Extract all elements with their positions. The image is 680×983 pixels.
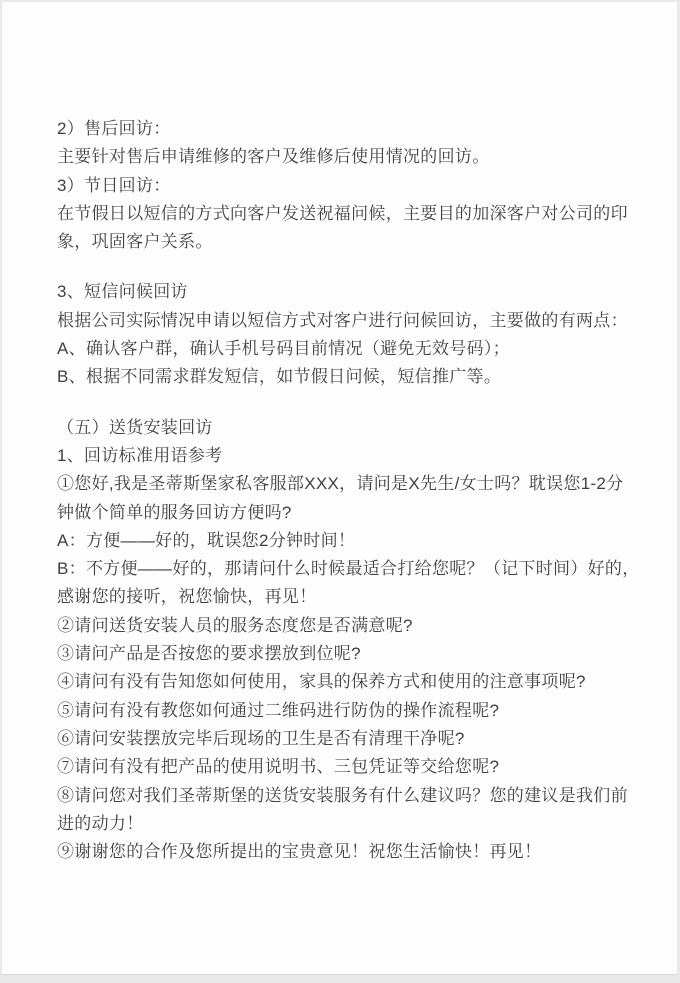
text-line: ①您好,我是圣蒂斯堡家私客服部XXX，请问是X先生/女士吗？耽误您1-2分 [57,474,624,494]
text-line: 2）售后回访： [57,119,171,138]
text-line: A、确认客户群，确认手机号码目前情况（避免无效号码）； [57,339,510,359]
document-page [2,2,677,975]
text-line: 进的动力！ [57,813,144,833]
text-line: 根据公司实际情况申请以短信方式对客户进行问候回访，主要做的有两点： [57,310,628,330]
text-line: 主要针对售后申请维修的客户及维修后使用情况的回访。 [57,147,490,167]
text-line: ⑧请问您对我们圣蒂斯堡的送货安装服务有什么建议吗？您的建议是我们前 [57,785,628,805]
text-line: 钟做个简单的服务回访方便吗? [57,502,292,522]
text-line: ②请问送货安装人员的服务态度您是否满意呢? [57,615,413,635]
text-line: ⑤请问有没有教您如何通过二维码进行防伪的操作流程呢? [57,700,500,720]
text-line: 感谢您的接听，祝您愉快，再见！ [57,587,317,607]
text-line: ④请问有没有告知您如何使用，家具的保养方式和使用的注意事项呢? [57,672,586,692]
text-line: 3、短信问候回访 [57,282,188,302]
document-text-block [57,115,652,866]
text-line: ⑨谢谢您的合作及您所提出的宝贵意见！祝您生活愉快！再见！ [57,842,542,862]
text-line: ⑥请问安装摆放完毕后现场的卫生是否有清理干净呢? [57,728,465,748]
text-line: 1、回访标准用语参考 [57,445,223,465]
text-line: （五）送货安装回访 [57,417,213,437]
text-line: 在节假日以短信的方式向客户发送祝福问候，主要目的加深客户对公司的印 [57,203,628,223]
text-line: 3）节日回访： [57,175,171,195]
text-line: 象，巩固客户关系。 [57,232,213,252]
text-line: B：不方便——好的，那请问什么时候最适合打给您呢？（记下时间）好的， [57,559,640,579]
text-line: ③请问产品是否按您的要求摆放到位呢? [57,644,361,664]
text-line: B、根据不同需求群发短信，如节假日问候，短信推广等。 [57,367,502,387]
text-line: A：方便——好的，耽误您2分钟时间！ [57,530,356,550]
text-line: ⑦请问有没有把产品的使用说明书、三包凭证等交给您呢? [57,757,500,777]
